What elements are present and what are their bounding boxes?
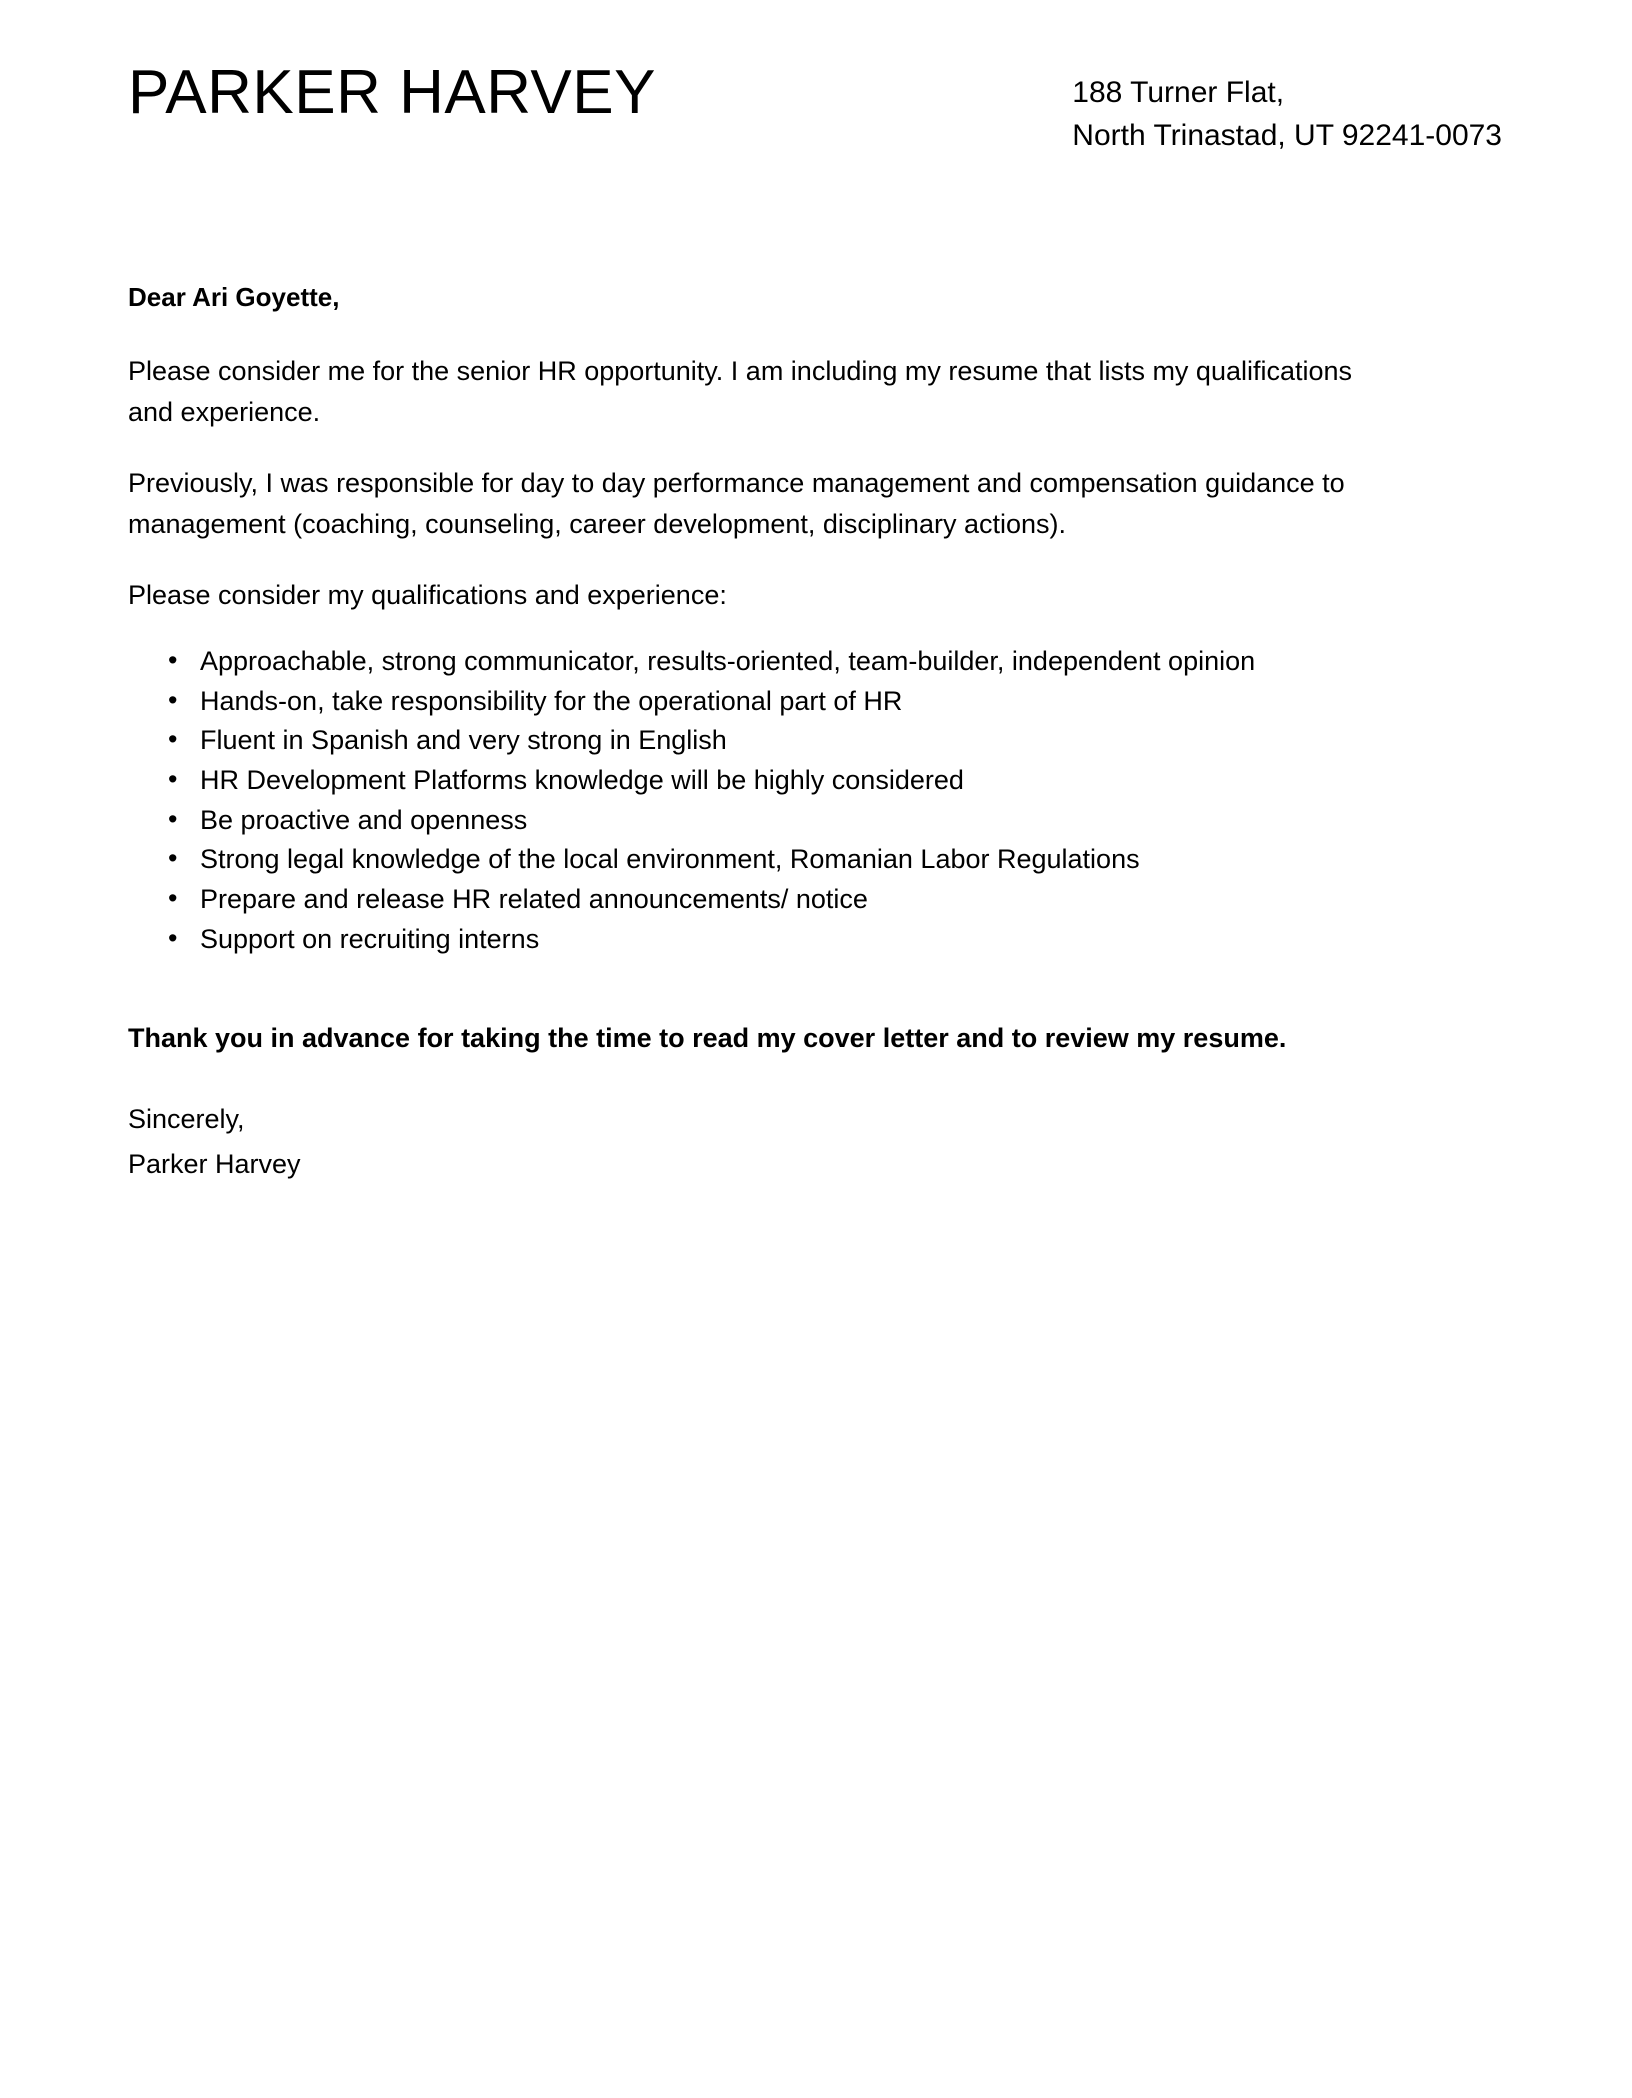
list-item: • Hands-on, take responsibility for the operational part of HR bbox=[168, 682, 1504, 722]
signature-name: Parker Harvey bbox=[128, 1149, 301, 1180]
list-item: • HR Development Platforms knowledge will be highly considered bbox=[168, 761, 1504, 801]
list-item: • Prepare and release HR related announcements/ notice bbox=[168, 880, 1504, 920]
letter-body bbox=[128, 279, 1504, 1184]
list-item: • Support on recruiting interns bbox=[168, 920, 1504, 960]
body-paragraph-1: Please consider me for the senior HR opportunity. I am including my resume that lists my qualifications and experience. bbox=[128, 355, 1353, 427]
list-item: • Fluent in Spanish and very strong in English bbox=[168, 721, 1504, 761]
body-paragraph-3: Please consider my qualifications and experience: bbox=[128, 580, 727, 610]
address-block bbox=[1072, 62, 1504, 157]
qualifications-list bbox=[128, 642, 1504, 960]
closing-statement: Thank you in advance for taking the time to read my cover letter and to review my resume. bbox=[128, 1022, 1287, 1053]
signoff-block bbox=[128, 1100, 1504, 1184]
applicant-name: PARKER HARVEY bbox=[128, 58, 656, 127]
list-item: • Strong legal knowledge of the local environment, Romanian Labor Regulations bbox=[168, 840, 1504, 880]
list-item: • Approachable, strong communicator, results-oriented, team-builder, independent opinion bbox=[168, 642, 1504, 682]
letter-header bbox=[128, 0, 1504, 157]
address-line-1: 188 Turner Flat, bbox=[1072, 76, 1285, 109]
valediction: Sincerely, bbox=[128, 1104, 245, 1135]
name-block bbox=[128, 58, 656, 127]
list-item: • Be proactive and openness bbox=[168, 801, 1504, 841]
address-line-2: North Trinastad, UT 92241-0073 bbox=[1072, 118, 1502, 152]
body-paragraph-2: Previously, I was responsible for day to day performance management and compensation guidance to management (coaching, counseling, career development, disciplinary actions). bbox=[128, 467, 1345, 539]
salutation: Dear Ari Goyette, bbox=[128, 282, 340, 313]
